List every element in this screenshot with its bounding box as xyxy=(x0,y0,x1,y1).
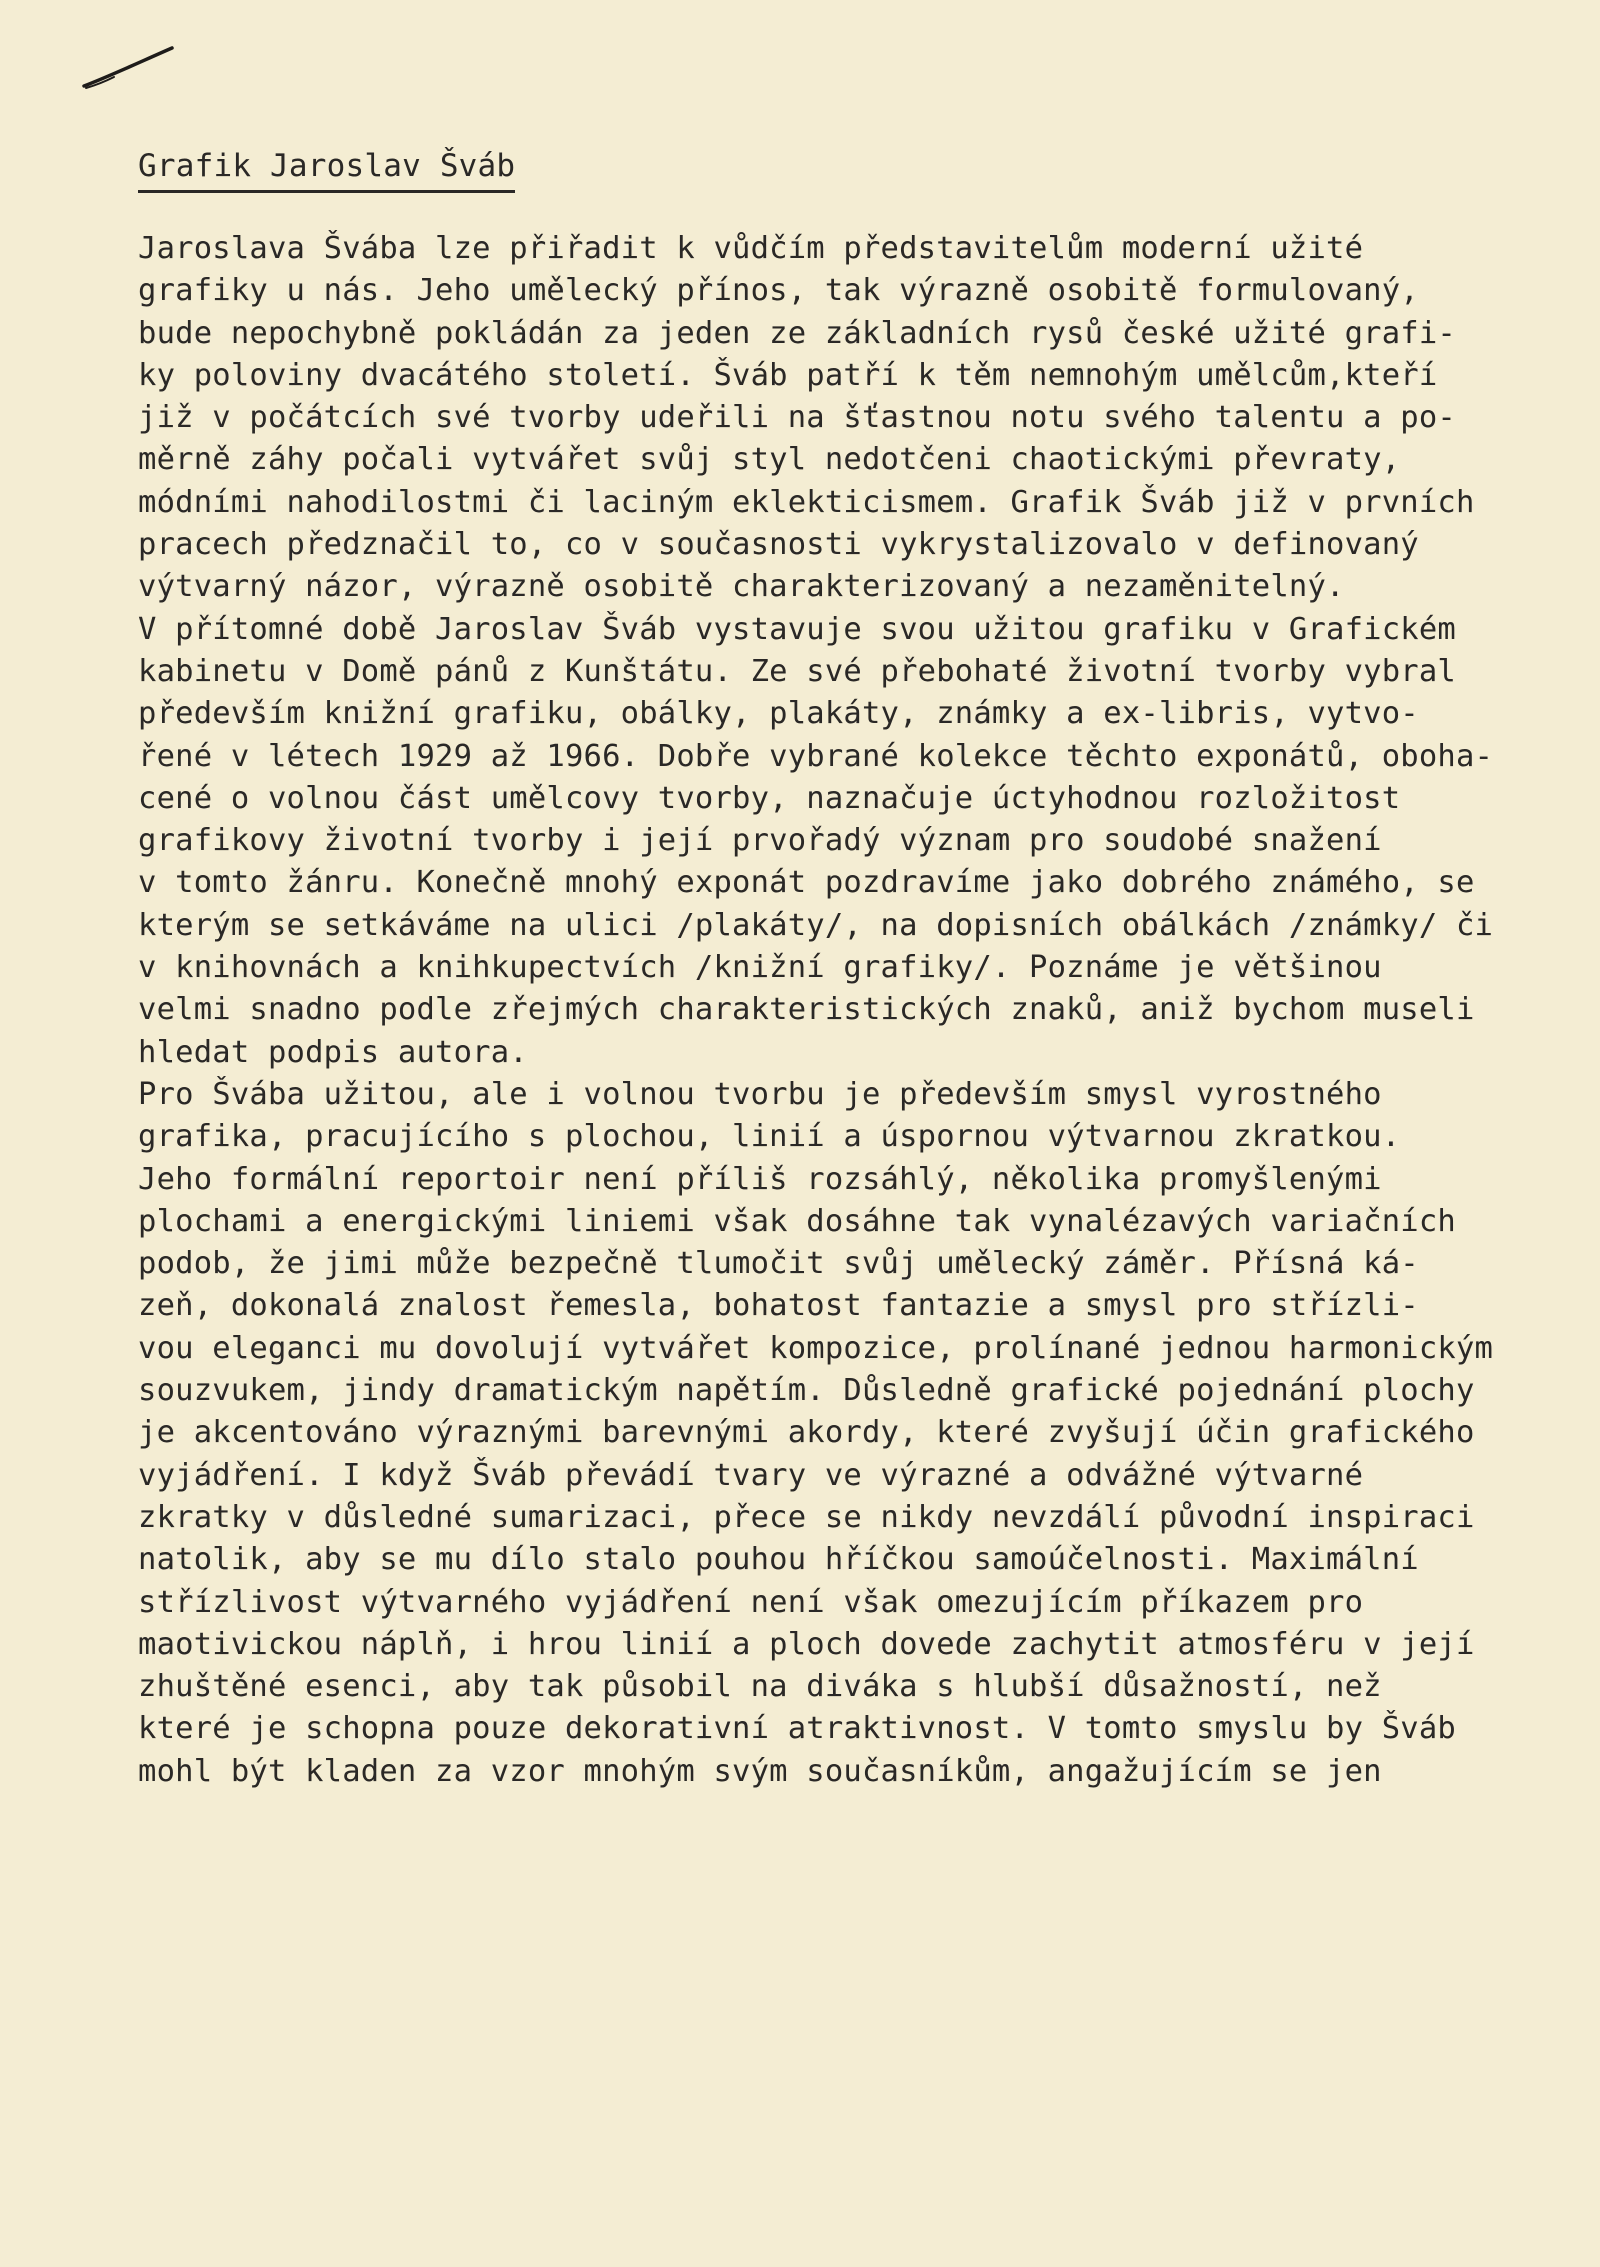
text-line: cené o volnou část umělcovy tvorby, naznačuje úctyhodnou rozložitost xyxy=(138,780,1401,816)
text-line: kterým se setkáváme na ulici /plakáty/, na dopisních obálkách /známky/ či xyxy=(138,907,1494,943)
text-line: především knižní grafiku, obálky, plakáty, známky a ex-libris, vytvo- xyxy=(138,696,1419,732)
text-line: v tomto žánru. Konečně mnohý exponát pozdravíme jako dobrého známého, se xyxy=(138,865,1475,901)
text-line: Jeho formální reportoir není příliš rozsáhlý, několika promyšlenými xyxy=(138,1161,1382,1197)
text-line: zhuštěné esenci, aby tak působil na diváka s hlubší důsažností, než xyxy=(138,1669,1382,1705)
text-line: velmi snadno podle zřejmých charakteristických znaků, aniž bychom museli xyxy=(138,992,1475,1028)
text-line: grafiky u nás. Jeho umělecký přínos, tak výrazně osobitě formulovaný, xyxy=(138,273,1419,309)
text-line: módními nahodilostmi či laciným eklekticismem. Grafik Šváb již v prvních xyxy=(138,484,1475,520)
text-line: vou eleganci mu dovolují vytvářet kompozice, prolínané jednou harmonickým xyxy=(138,1330,1494,1366)
text-line: Jaroslava Švába lze přiřadit k vůdčím představitelům moderní užité xyxy=(138,231,1364,266)
text-line: hledat podpis autora. xyxy=(138,1034,528,1070)
text-line: bude nepochybně pokládán za jeden ze základních rysů české užité grafi- xyxy=(138,315,1456,351)
text-line: měrně záhy počali vytvářet svůj styl nedotčeni chaotickými převraty, xyxy=(138,442,1401,478)
text-line: pracech předznačil to, co v současnosti vykrystalizovalo v definovaný xyxy=(138,527,1419,563)
text-line: mohl být kladen za vzor mnohým svým současníkům, angažujícím se jen xyxy=(138,1753,1382,1789)
text-line: výtvarný názor, výrazně osobitě charakterizovaný a nezaměnitelný. xyxy=(138,569,1345,605)
text-line: kabinetu v Domě pánů z Kunštátu. Ze své přebohaté životní tvorby vybral xyxy=(138,653,1456,689)
text-line: již v počátcích své tvorby udeřili na šťastnou notu svého talentu a po- xyxy=(138,400,1456,436)
text-line: souzvukem, jindy dramatickým napětím. Důsledně grafické pojednání plochy xyxy=(138,1373,1475,1409)
text-line: Pro Švába užitou, ale i volnou tvorbu je především smysl vyrostného xyxy=(138,1076,1382,1112)
text-line: grafikovy životní tvorby i její prvořadý význam pro soudobé snažení xyxy=(138,823,1382,859)
text-line: podob, že jimi může bezpečně tlumočit svůj umělecký záměr. Přísná ká- xyxy=(138,1246,1419,1282)
text-line: střízlivost výtvarného vyjádření není však omezujícím příkazem pro xyxy=(138,1584,1364,1620)
text-line: které je schopna pouze dekorativní atraktivnost. V tomto smyslu by Šváb xyxy=(138,1711,1456,1747)
pen-stroke-mark xyxy=(80,40,180,100)
text-line: zeň, dokonalá znalost řemesla, bohatost fantazie a smysl pro střízli- xyxy=(138,1288,1419,1324)
text-line: ky poloviny dvacátého století. Šváb patří k těm nemnohým umělcům,kteří xyxy=(138,357,1438,393)
text-line: natolik, aby se mu dílo stalo pouhou hříčkou samoúčelnosti. Maximální xyxy=(138,1542,1419,1578)
text-line: maotivickou náplň, i hrou linií a ploch dovede zachytit atmosféru v její xyxy=(138,1626,1475,1662)
text-line: V přítomné době Jaroslav Šváb vystavuje svou užitou grafiku v Grafickém xyxy=(138,611,1456,647)
text-line: je akcentováno výraznými barevnými akordy, které zvyšují účin grafického xyxy=(138,1415,1475,1451)
document-title: Grafik Jaroslav Šváb xyxy=(138,146,515,193)
text-line: zkratky v důsledné sumarizaci, přece se nikdy nevzdálí původní inspiraci xyxy=(138,1499,1475,1535)
text-line: v knihovnách a knihkupectvích /knižní grafiky/. Poznáme je většinou xyxy=(138,950,1382,986)
document-body xyxy=(138,228,1578,1793)
text-line: řené v létech 1929 až 1966. Dobře vybrané kolekce těchto exponátů, oboha- xyxy=(138,738,1494,774)
text-line: grafika, pracujícího s plochou, linií a úspornou výtvarnou zkratkou. xyxy=(138,1119,1401,1155)
text-line: vyjádření. I když Šváb převádí tvary ve výrazné a odvážné výtvarné xyxy=(138,1457,1364,1493)
text-line: plochami a energickými liniemi však dosáhne tak vynalézavých variačních xyxy=(138,1203,1456,1239)
